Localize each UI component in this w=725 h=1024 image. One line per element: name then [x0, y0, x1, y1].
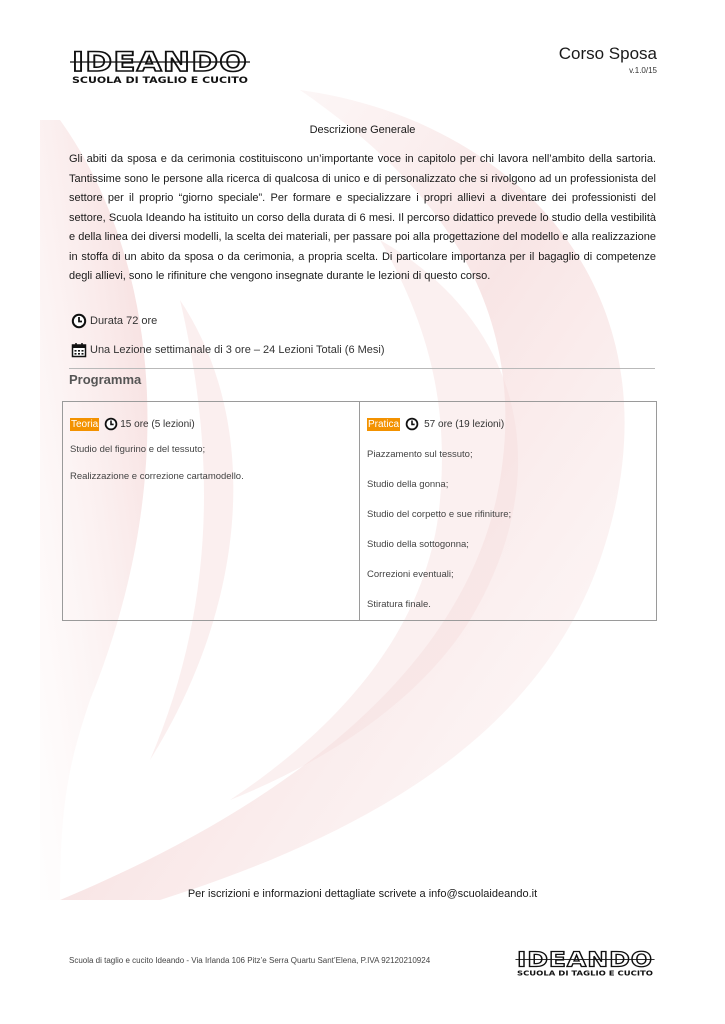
pratica-item: Studio della gonna;	[367, 479, 449, 490]
pratica-header	[367, 416, 649, 432]
logo-wordmark: IDEANDO	[72, 47, 248, 78]
pratica-item: Stiratura finale.	[367, 599, 431, 610]
clock-icon	[71, 313, 87, 329]
document-title: Corso Sposa	[558, 44, 657, 63]
programma-title: Programma	[69, 372, 142, 387]
pratica-item: Studio della sottogonna;	[367, 539, 469, 550]
pratica-tag: Pratica	[368, 418, 400, 430]
pratica-item: Studio del corpetto e sue rifiniture;	[367, 509, 512, 520]
description-heading: Descrizione Generale	[309, 124, 416, 136]
logo-tagline: SCUOLA DI TAGLIO E CUCITO	[72, 76, 249, 86]
teoria-item: Realizzazione e correzione cartamodello.	[70, 471, 244, 482]
footer-address: Scuola di taglio e cucito Ideando - Via Irlanda 106 Pitz’e Serra Quartu Sant’Elena, P.IVA 92120210924	[69, 956, 431, 965]
teoria-tag: Teoria	[71, 418, 99, 430]
description-body: Gli abiti da sposa e da cerimonia costituiscono un’importante voce in capitolo per chi lavora nell’ambito della sartoria. Tantissime sono le persone alla ricerca di qualcosa di unico e di personalizzato che si rivolgono ad un professionista del settore per il proprio “giorno speciale”. Per formare e specializzare i propri allievi a diventare dei professionisti del settore, Scuola Ideando ha istituito un corso della durata di 6 mesi. Il percorso didattico prevede lo studio della vestibilità e della linea dei diversi modelli, la scelta dei materiali, per passare poi alla progettazione del modello e alla realizzazione in stoffa di un abito da sposa o da cerimonia, a propria scelta. Di particolare importanza per il bagaglio di competenze degli allievi, sono le rifiniture che vengono insegnate durante le lezioni di questo corso.	[69, 153, 656, 282]
calendar-icon	[71, 342, 87, 358]
pratica-column	[359, 402, 656, 620]
lessons-row	[71, 342, 385, 358]
contact-line: Per iscrizioni e informazioni dettagliate scrivete a info@scuolaideando.it	[187, 888, 538, 900]
pratica-item: Piazzamento sul tessuto;	[367, 449, 473, 460]
ideando-logo	[68, 42, 252, 86]
pratica-item: Correzioni eventuali;	[367, 569, 454, 580]
teoria-hours: 15 ore (5 lezioni)	[120, 418, 195, 430]
duration-row	[71, 313, 157, 329]
clock-icon	[104, 417, 118, 431]
programma-divider	[69, 368, 655, 369]
logo-tagline: SCUOLA DI TAGLIO E CUCITO	[517, 969, 654, 978]
programma-table	[62, 401, 657, 621]
document-version: v.1.0/15	[629, 66, 657, 75]
logo-wordmark: IDEANDO	[517, 947, 653, 972]
teoria-item: Studio del figurino e del tessuto;	[70, 444, 206, 455]
pratica-hours: 57 ore (19 lezioni)	[424, 418, 505, 430]
teoria-header	[70, 416, 352, 432]
teoria-column	[63, 402, 359, 620]
duration-text: Durata 72 ore	[90, 315, 158, 327]
lessons-text: Una Lezione settimanale di 3 ore – 24 Lezioni Totali (6 Mesi)	[90, 344, 385, 356]
clock-icon	[405, 417, 419, 431]
ideando-logo-footer	[512, 944, 658, 978]
